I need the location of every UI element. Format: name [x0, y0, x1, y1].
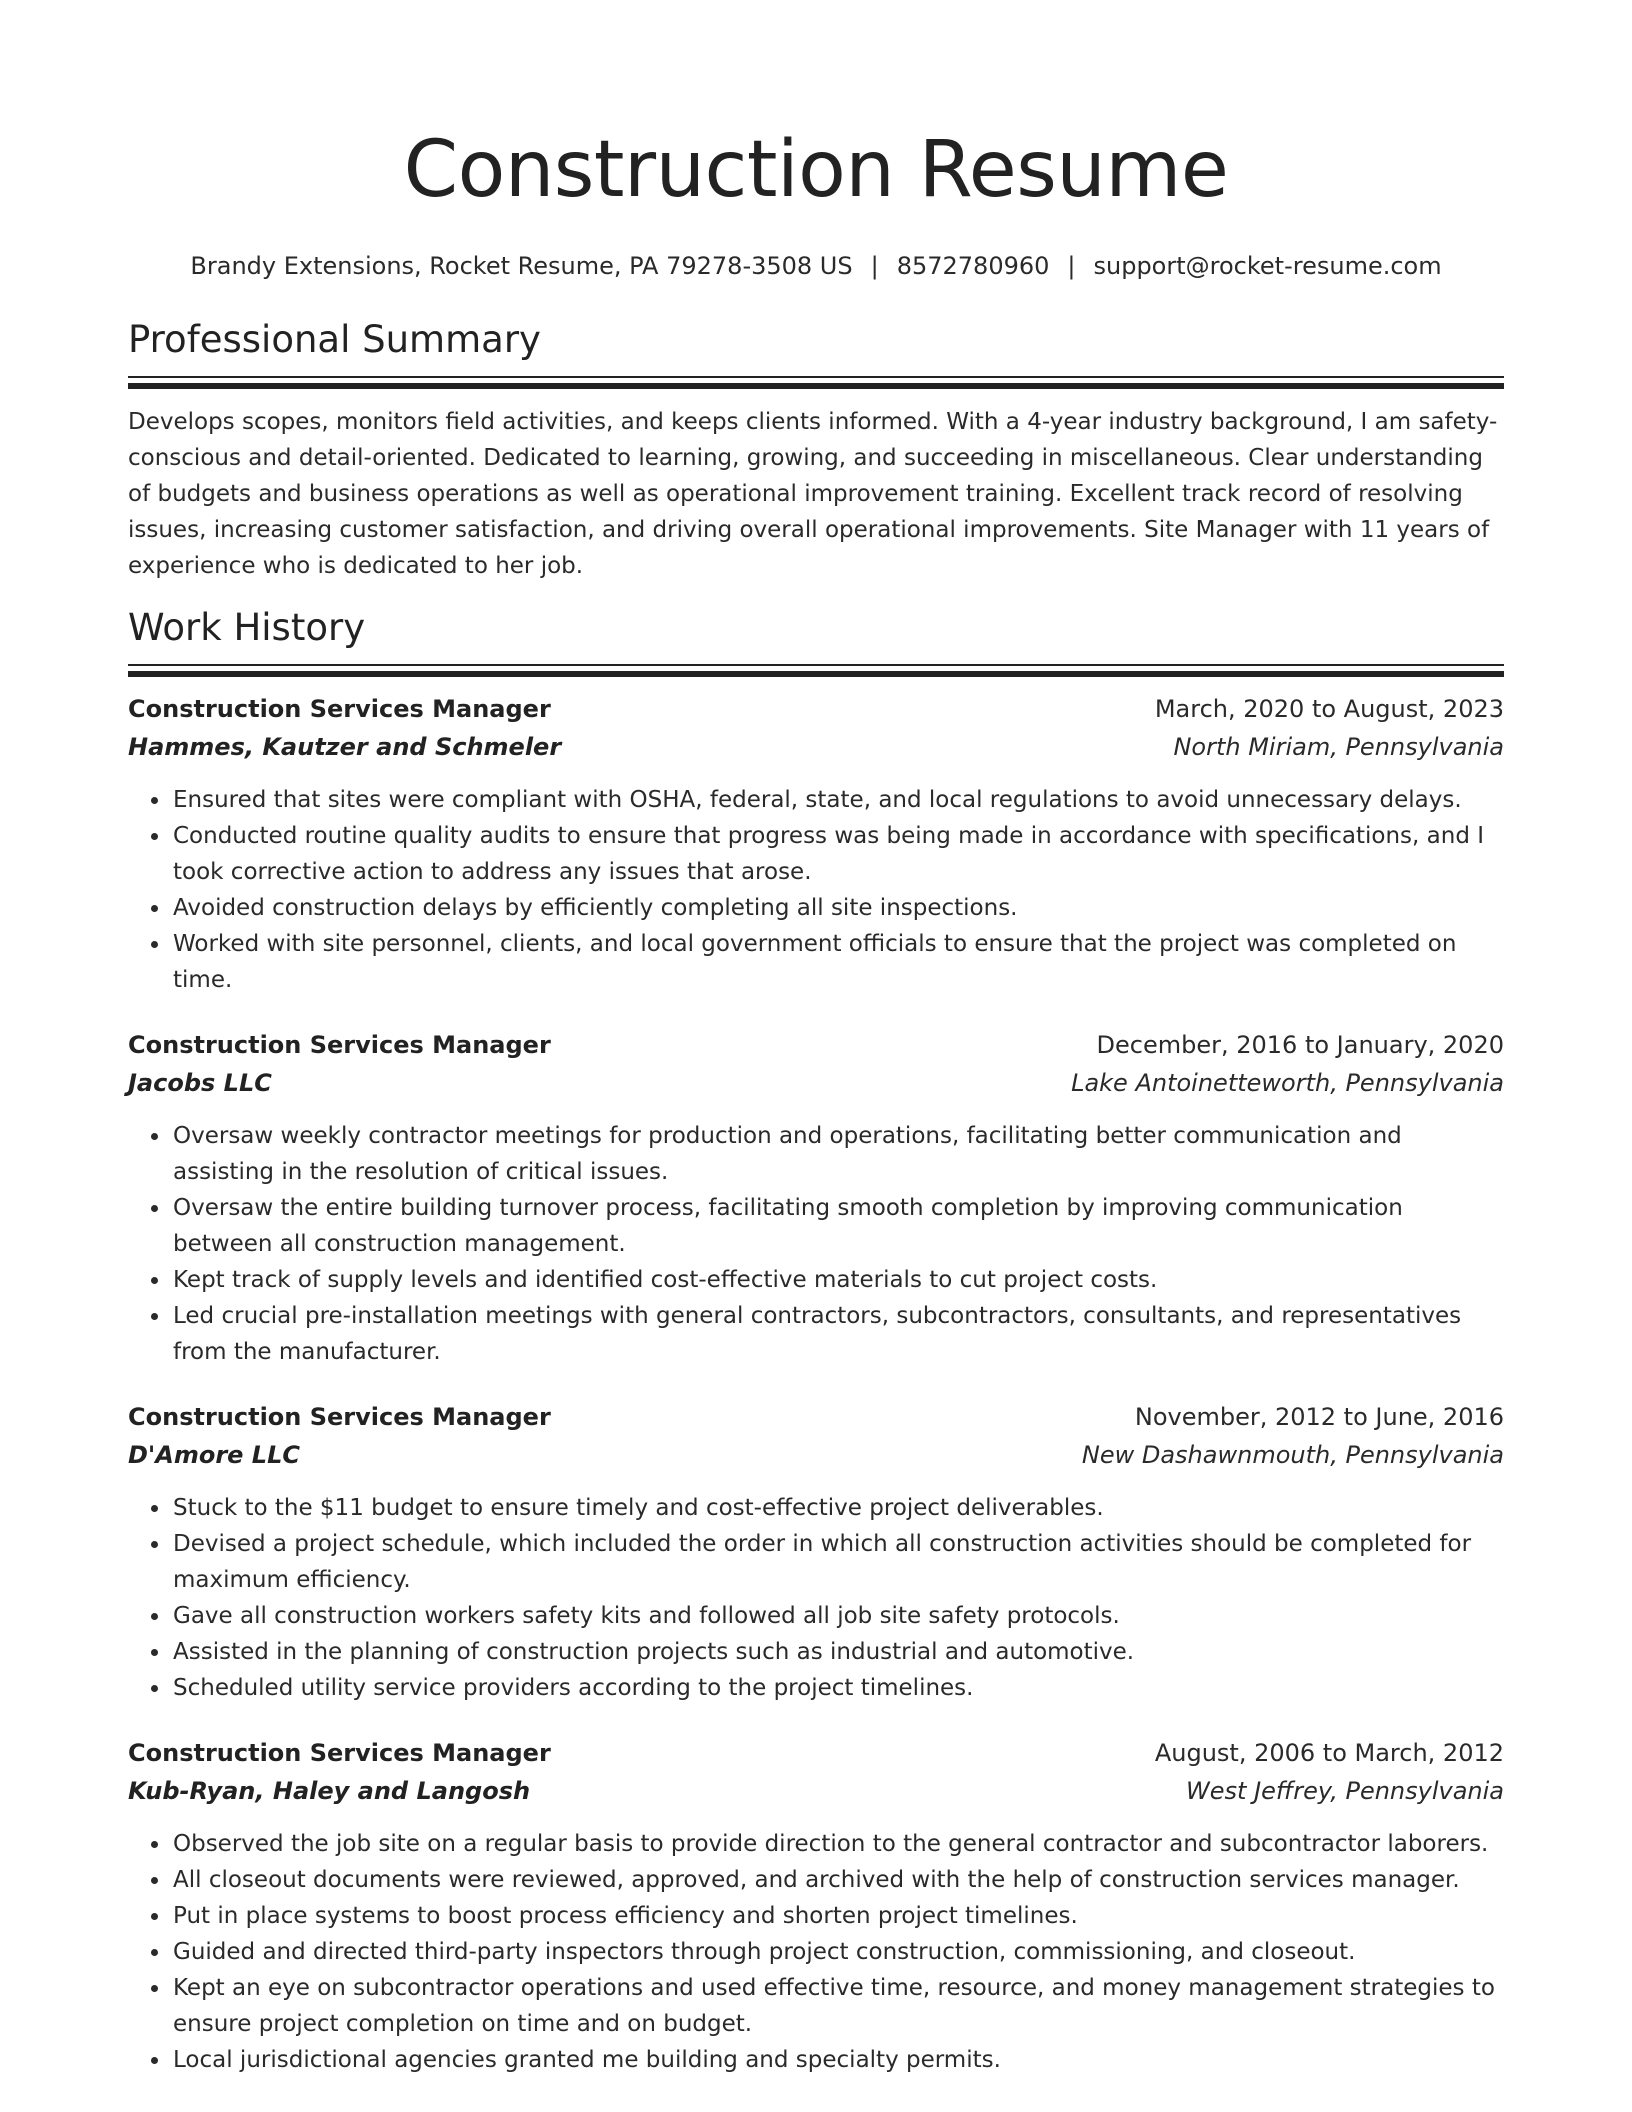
- job-dates: March, 2020 to August, 2023: [1154, 695, 1504, 723]
- job-bullet: • Guided and directed third-party inspectors through project construction, commissioning, and closeout.: [171, 1934, 1504, 1970]
- job-bullets: [128, 782, 1504, 998]
- job-bullet: • Led crucial pre-installation meetings with general contractors, subcontractors, consultants, and representatives from the manufacturer.: [171, 1298, 1504, 1370]
- job-dates: November, 2012 to June, 2016: [1134, 1403, 1504, 1431]
- contact-phone: 8572780960: [896, 252, 1050, 280]
- job-title: Construction Services Manager: [128, 1739, 551, 1767]
- job-title: Construction Services Manager: [128, 695, 551, 723]
- contact-separator: |: [870, 252, 879, 280]
- job-location: North Miriam, Pennsylvania: [1173, 733, 1504, 761]
- job-bullets: [128, 1490, 1504, 1706]
- job-bullet: • Oversaw the entire building turnover process, facilitating smooth completion by improving communication between all construction management.: [171, 1190, 1504, 1262]
- summary-text: Develops scopes, monitors field activities, and keeps clients informed. With a 4-year industry background, I am safety-conscious and detail-oriented. Dedicated to learning, growing, and succeeding in miscellaneous. Clear understanding of budgets and business operations as well as operational improvement training. Excellent track record of resolving issues, increasing customer satisfaction, and driving overall operational improvements. Site Manager with 11 years of experience who is dedicated to her job.: [128, 409, 1498, 579]
- job-bullet: • Avoided construction delays by efficiently completing all site inspections.: [171, 890, 1504, 926]
- job-bullet: • Local jurisdictional agencies granted me building and specialty permits.: [171, 2042, 1504, 2078]
- job-dates: December, 2016 to January, 2020: [1096, 1031, 1504, 1059]
- job-bullets: [128, 1826, 1504, 2078]
- job-bullet: • Kept an eye on subcontractor operations and used effective time, resource, and money management strategies to ensure project completion on time and on budget.: [171, 1970, 1504, 2042]
- job-bullet: • Oversaw weekly contractor meetings for production and operations, facilitating better communication and assisting in the resolution of critical issues.: [171, 1118, 1504, 1190]
- summary-section: [128, 316, 1504, 584]
- job-entry: [128, 1026, 1504, 1370]
- job-header-row: [128, 1398, 1504, 1436]
- contact-line: [128, 250, 1504, 282]
- job-entry: [128, 1734, 1504, 2078]
- section-divider: [128, 376, 1504, 390]
- job-entry: [128, 1398, 1504, 1706]
- job-dates: August, 2006 to March, 2012: [1154, 1739, 1504, 1767]
- job-subheader-row: [128, 1064, 1504, 1102]
- job-header-row: [128, 1026, 1504, 1064]
- job-bullet: • Devised a project schedule, which included the order in which all construction activities should be completed for maximum efficiency.: [171, 1526, 1504, 1598]
- job-bullet: • Gave all construction workers safety kits and followed all job site safety protocols.: [171, 1598, 1504, 1634]
- job-bullet: • Assisted in the planning of construction projects such as industrial and automotive.: [171, 1634, 1504, 1670]
- job-bullet: • Worked with site personnel, clients, and local government officials to ensure that the project was completed on time.: [171, 926, 1504, 998]
- document-title: Construction Resume: [403, 125, 1229, 215]
- job-location: West Jeffrey, Pennsylvania: [1186, 1777, 1504, 1805]
- job-bullet: • Scheduled utility service providers according to the project timelines.: [171, 1670, 1504, 1706]
- job-header-row: [128, 1734, 1504, 1772]
- job-bullet: • Conducted routine quality audits to ensure that progress was being made in accordance with specifications, and I took corrective action to address any issues that arose.: [171, 818, 1504, 890]
- job-bullet: • Ensured that sites were compliant with OSHA, federal, state, and local regulations to avoid unnecessary delays.: [171, 782, 1504, 818]
- contact-separator: |: [1067, 252, 1076, 280]
- section-heading-summary: Professional Summary: [128, 318, 541, 361]
- job-location: New Dashawnmouth, Pennsylvania: [1081, 1441, 1504, 1469]
- job-entry: [128, 690, 1504, 998]
- section-heading-work-history: Work History: [128, 606, 366, 649]
- job-bullet: • Observed the job site on a regular basis to provide direction to the general contractor and subcontractor laborers.: [171, 1826, 1504, 1862]
- section-divider: [128, 664, 1504, 678]
- job-title: Construction Services Manager: [128, 1403, 551, 1431]
- job-bullet: • All closeout documents were reviewed, approved, and archived with the help of construction services manager.: [171, 1862, 1504, 1898]
- contact-address: Brandy Extensions, Rocket Resume, PA 79278-3508 US: [190, 252, 853, 280]
- job-subheader-row: [128, 728, 1504, 766]
- job-company: Kub-Ryan, Haley and Langosh: [128, 1777, 531, 1805]
- job-bullet: • Put in place systems to boost process efficiency and shorten project timelines.: [171, 1898, 1504, 1934]
- job-subheader-row: [128, 1436, 1504, 1474]
- resume-page: [128, 0, 1504, 2078]
- contact-email: support@rocket-resume.com: [1093, 252, 1442, 280]
- job-bullet: • Stuck to the $11 budget to ensure timely and cost-effective project deliverables.: [171, 1490, 1504, 1526]
- job-location: Lake Antoinetteworth, Pennsylvania: [1071, 1069, 1504, 1097]
- job-title: Construction Services Manager: [128, 1031, 551, 1059]
- job-bullet: • Kept track of supply levels and identified cost-effective materials to cut project costs.: [171, 1262, 1504, 1298]
- work-history-section: [128, 604, 1504, 2078]
- job-bullets: [128, 1118, 1504, 1370]
- job-header-row: [128, 690, 1504, 728]
- job-subheader-row: [128, 1772, 1504, 1810]
- job-company: D'Amore LLC: [128, 1441, 301, 1469]
- job-company: Hammes, Kautzer and Schmeler: [128, 733, 562, 761]
- job-company: Jacobs LLC: [128, 1069, 272, 1097]
